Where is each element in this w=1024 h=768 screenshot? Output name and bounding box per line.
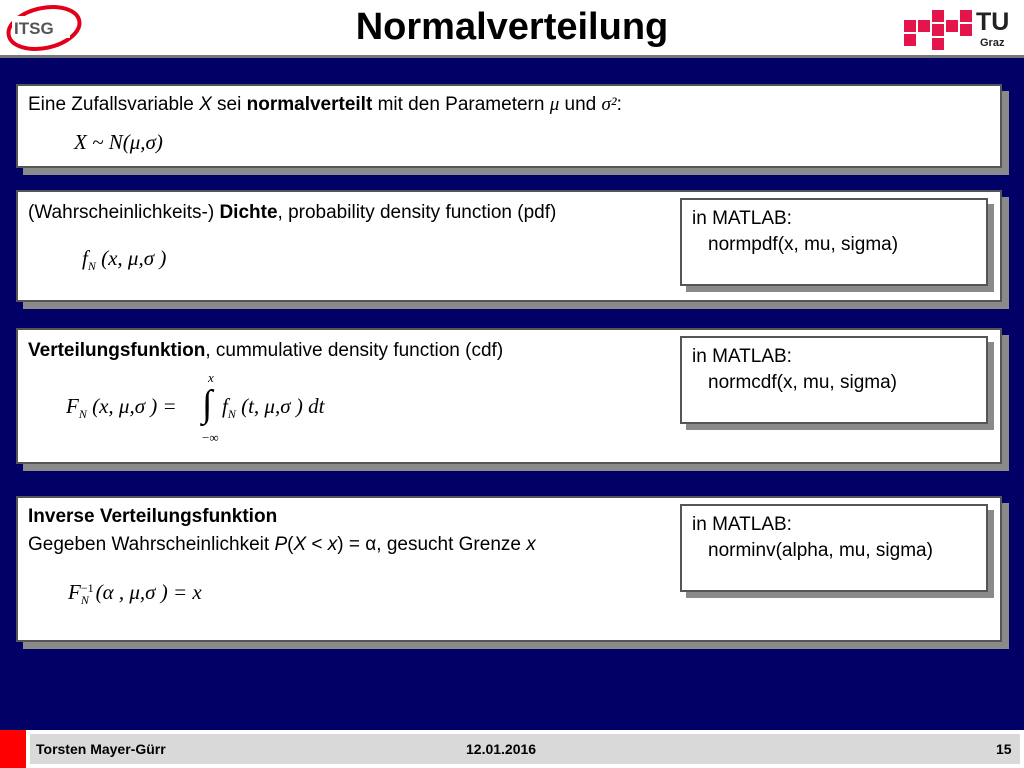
cdf-matlab-box — [680, 336, 988, 424]
cdf-formula-rhs-args: (t, μ,σ ) dt — [235, 394, 325, 418]
inverse-desc-P: P — [274, 534, 288, 555]
cdf-matlab-cmd: normcdf(x, mu, sigma) — [708, 372, 897, 393]
pdf-formula-args: (x, μ,σ ) — [95, 246, 167, 270]
intro-colon: : — [616, 94, 622, 115]
intro-bold: normalverteilt — [246, 94, 373, 115]
pdf-heading — [28, 202, 556, 224]
pdf-heading-prefix: (Wahrscheinlichkeits-) — [28, 202, 220, 223]
inverse-formula — [68, 580, 202, 606]
inverse-matlab-box — [680, 504, 988, 592]
inverse-desc-prefix: Gegeben Wahrscheinlichkeit — [28, 534, 275, 555]
pdf-heading-rest: , probability density function (pdf) — [277, 202, 557, 223]
inverse-desc-x: x — [327, 534, 338, 555]
inverse-desc-open: ( — [287, 534, 294, 555]
intro-rest: mit den Parametern — [372, 94, 550, 115]
cdf-formula-rhs — [222, 394, 324, 422]
inverse-desc-X: X — [293, 534, 307, 555]
inverse-desc-lt: < — [306, 534, 328, 555]
footer-author: Torsten Mayer-Gürr — [36, 741, 166, 757]
cdf-heading-rest: , cummulative density function (cdf) — [205, 340, 504, 361]
inverse-matlab-label: in MATLAB: — [692, 514, 792, 535]
cdf-formula-lhs — [66, 394, 177, 422]
cdf-heading — [28, 340, 503, 362]
definition-box — [16, 84, 1002, 168]
intro-var: X — [199, 94, 212, 115]
integral-upper-limit: x — [208, 370, 214, 385]
pdf-matlab-cmd: normpdf(x, mu, sigma) — [708, 234, 899, 255]
tu-logo-text: TU — [976, 8, 1010, 36]
intro-mu: μ — [549, 94, 560, 115]
pdf-matlab-label: in MATLAB: — [692, 208, 792, 229]
normal-formula: X ~ N(μ,σ) — [74, 130, 163, 154]
cdf-formula-sub: N — [78, 407, 87, 422]
inverse-heading: Inverse Verteilungsfunktion — [28, 506, 278, 527]
page-title: Normalverteilung — [355, 6, 669, 48]
inverse-description — [28, 534, 536, 556]
cdf-formula-f-sub: N — [227, 407, 236, 422]
inverse-matlab-cmd: norminv(alpha, mu, sigma) — [708, 540, 933, 561]
cdf-matlab-label: in MATLAB: — [692, 346, 792, 367]
inverse-desc-close: ) = α, gesucht Grenze — [337, 534, 527, 555]
pdf-formula-f: f — [82, 246, 88, 270]
slide-header — [0, 0, 1024, 58]
cdf-formula-lhs-args: (x, μ,σ ) = — [86, 394, 177, 418]
cdf-formula-f: f — [222, 394, 228, 418]
slide-footer — [0, 730, 1024, 768]
intro-und: und — [559, 94, 602, 115]
integral-lower-limit: −∞ — [202, 430, 219, 445]
inverse-desc-end: x — [526, 534, 536, 555]
pdf-matlab-box — [680, 198, 988, 286]
inverse-formula-sup: −1 — [80, 581, 94, 596]
intro-prefix: Eine Zufallsvariable — [28, 94, 200, 115]
integral-sign: ∫ — [202, 383, 213, 425]
inverse-formula-args: (α , μ,σ ) = x — [95, 580, 202, 604]
cdf-heading-bold: Verteilungsfunktion — [28, 340, 206, 361]
pdf-formula — [82, 246, 166, 274]
footer-date: 12.01.2016 — [466, 741, 537, 757]
page-number: 15 — [996, 741, 1012, 757]
svg-text:ITSG: ITSG — [14, 19, 54, 38]
tu-logo-sub: Graz — [980, 37, 1005, 49]
intro-sigma2: σ² — [601, 94, 617, 115]
pdf-heading-bold: Dichte — [219, 202, 278, 223]
cdf-formula-F: F — [66, 394, 79, 418]
inverse-formula-F: F — [68, 580, 81, 604]
pdf-formula-sub: N — [87, 259, 96, 274]
inverse-formula-sub: N — [80, 593, 89, 608]
footer-accent — [0, 730, 26, 768]
definition-text — [28, 94, 622, 116]
intro-mid: sei — [211, 94, 247, 115]
